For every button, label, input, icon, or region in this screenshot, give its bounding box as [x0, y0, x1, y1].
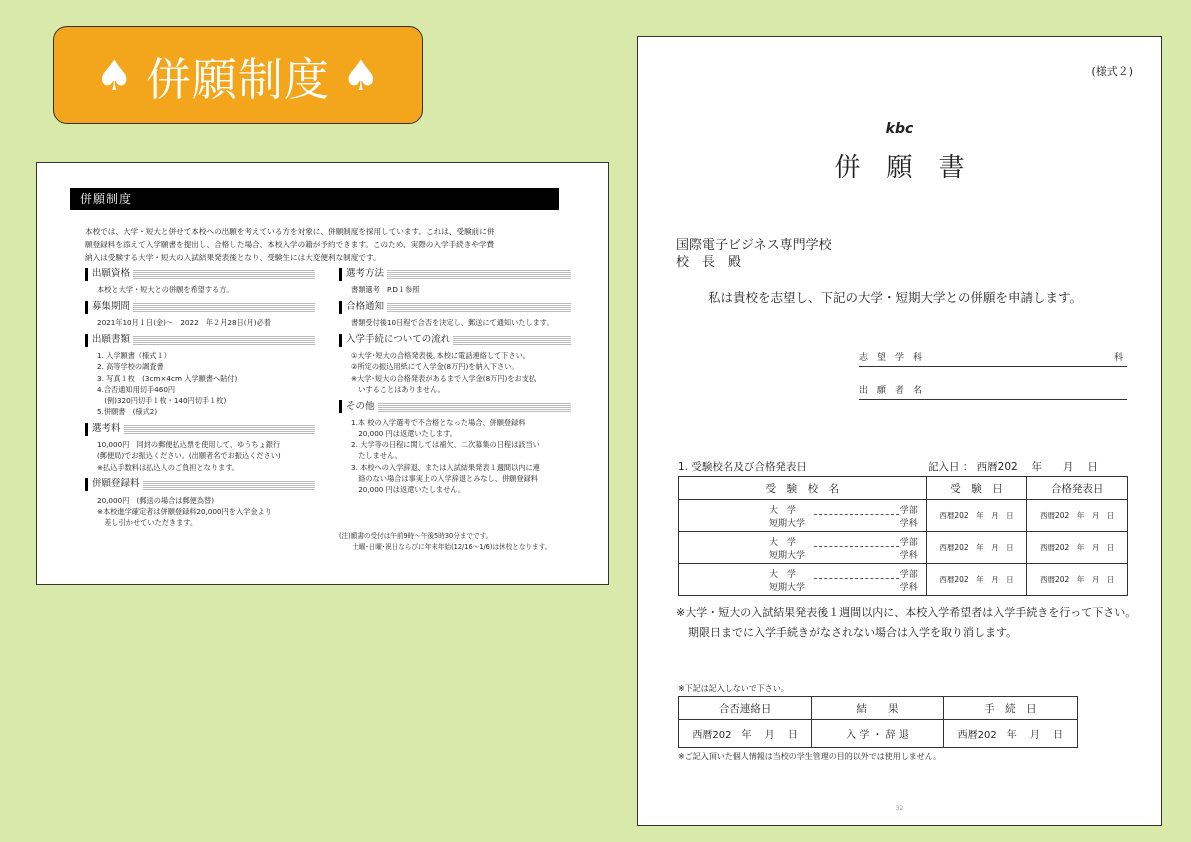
- table-row: 大 学 短期大学 学部 学科 西暦202 年 月 日 西暦202 年 月 日: [679, 564, 1128, 596]
- form-title: 併 願 書: [834, 153, 965, 183]
- spade-icon: ♠: [342, 50, 381, 100]
- section-registration-fee: 併願登録料 20,000円 (郵送の場合は郵便為替) ※本校進学確定者は併願登録料20,000円を入学金より 差し引かせていただきます。: [85, 478, 315, 528]
- intro-line: 願登録料を添えて入学願書を提出し、合格した場合、本校入学の籍が予約できます。このため、実際の入学手続きや学費: [85, 240, 495, 249]
- guideline-document: [36, 162, 609, 585]
- notice-line: 期限日までに入学手続きがなされない場合は入学を取り消します。: [688, 626, 1018, 639]
- intro-text: [85, 225, 563, 264]
- section-qualification: 出願資格 本校と大学・短大との併願を希望する方。: [85, 267, 315, 295]
- section1-title: 1. 受験校名及び合格発表日: [678, 461, 807, 473]
- statement: 私は貴校を志望し、下記の大学・短期大学との併願を申請します。: [708, 290, 1083, 305]
- notice-line: ※大学・短大の入試結果発表後１週間以内に、本校入学希望者は入学手続きを行って下さい。: [676, 606, 1137, 619]
- badge-title: 併願制度: [145, 52, 330, 106]
- principal: 校 長 殿: [676, 255, 742, 270]
- table-row: 大 学 短期大学 学部 学科 西暦202 年 月 日 西暦202 年 月 日: [679, 500, 1128, 532]
- school-name: 国際電子ビジネス専門学校: [676, 238, 832, 253]
- document-header: 併願制度: [70, 188, 559, 210]
- section-exam-fee: 選考料 10,000円 同封の郵便払込票を使用して、ゆうちょ銀行 (郵便局)でお振込ください。(出願者名でお振込ください) ※払込手数料は払込人のご負担となります。: [85, 422, 315, 472]
- applicant-name-field[interactable]: 出 願 者 名: [859, 383, 1127, 400]
- spade-icon: ♠: [95, 50, 134, 100]
- office-table: [678, 696, 1078, 748]
- application-form: [637, 36, 1162, 826]
- intro-line: 本校では、大学・短大と併せて本校への出願を考えている方を対象に、併願制度を採用しています。これは、受験前に併: [85, 227, 495, 236]
- office-note: ※下記は記入しないで下さい。: [678, 684, 789, 693]
- table-header: 受 験 校 名 受 験 日 合格発表日: [679, 477, 1128, 500]
- form-number: (様式２): [1091, 65, 1133, 78]
- privacy-note: ※ご記入頂いた個人情報は当校の学生管理の目的以外では使用しません。: [678, 752, 942, 761]
- section-period: 募集期間 2021年10月１日(金)～ 2022 年２月28日(月)必着: [85, 300, 315, 328]
- kbc-logo: kbc: [885, 121, 914, 137]
- right-column: [339, 267, 571, 500]
- intro-line: 納入は受験する大学・短大の入試結果発表後となり、受験生には大変便利な制度です。: [85, 253, 381, 262]
- entry-date: 記入日 ： 西暦202 年 月 日: [928, 461, 1098, 473]
- table-row: 大 学 短期大学 学部 学科 西暦202 年 月 日 西暦202 年 月 日: [679, 532, 1128, 564]
- section-procedure: 入学手続についての流れ ①大学･短大の合格発表後､本校に電話連絡して下さい｡ ②所定の振込用紙にて入学金(8万円)を納入下さい。 ※大学･短大の合格発表があるまで入学金(8万円)をお支払 いすることはありません。: [339, 333, 571, 395]
- exam-table: [678, 476, 1128, 596]
- office-header: 合否連絡日 結 果 手 続 日: [679, 697, 1078, 720]
- notes: (注)願書の受付は午前9時～午後5時30分までです。 土曜･日曜･祝日ならびに年末年始(12/16～1/6)は休校となります。: [339, 532, 552, 551]
- section-selection: 選考方法 書類選考 P.D１参照: [339, 267, 571, 295]
- left-column: [85, 267, 315, 533]
- desired-dept-field[interactable]: 志 望 学 科 科: [859, 350, 1127, 367]
- title-badge: [53, 26, 423, 124]
- page-number: 32: [895, 805, 904, 812]
- section-documents: 出願書類 1. 入学願書（様式１） 2. 高等学校の調査書 3. 写真１枚 (3cm×4cm 入学願書へ貼付) 4.合否通知用切手460円 (例)320円切手１枚・140円切手１枚) 5.併願書 (様式2): [85, 333, 315, 417]
- office-row: 西暦202 年 月 日 入 学 ・ 辞 退 西暦202 年 月 日: [679, 720, 1078, 748]
- section-other: その他 1.本 校の入学選考で不合格となった場合、併願登録料 20,000 円は返還いたします。 2. 大学等の日程に関しては補欠、二次募集の日程は該当い たしません。 3. 本校への入学辞退、または入試結果発表１週間以内に連 絡のない場合は事実上の入学辞退とみなし、併願登録料 20,000 円は返還いたしません。: [339, 400, 571, 495]
- section-notification: 合格通知 書類受付後10日程で合否を決定し、郵送にて通知いたします。: [339, 300, 571, 328]
